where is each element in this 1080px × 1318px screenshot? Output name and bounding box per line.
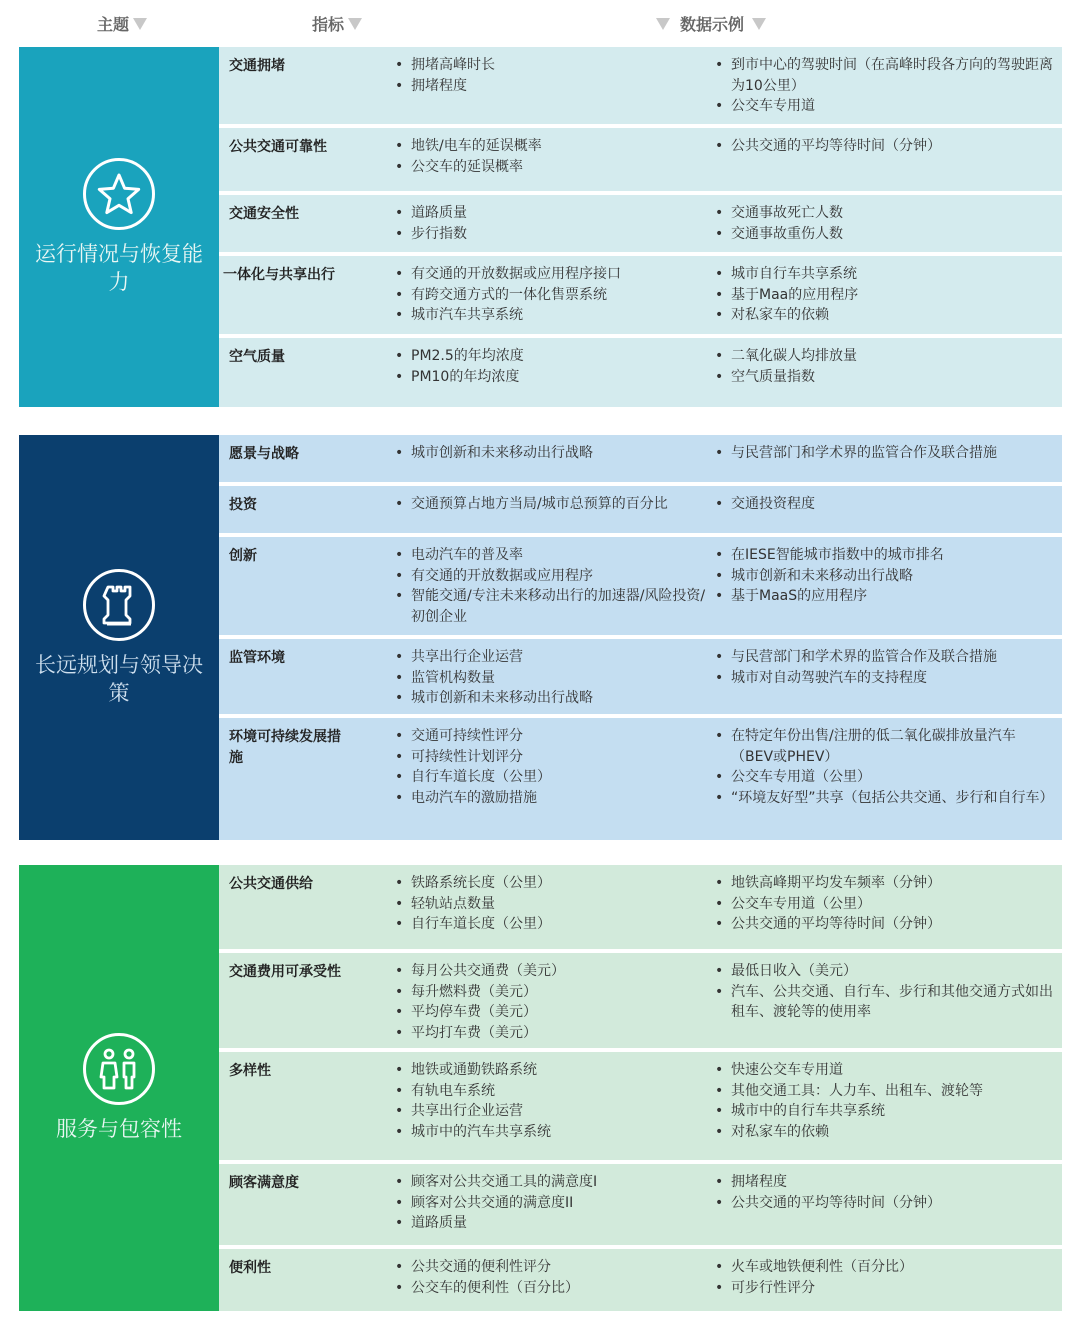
list-item: • 公共交通的平均等待时间（分钟） (715, 914, 1055, 935)
list-item: • 有交通的开放数据或应用程序接口 (395, 264, 715, 285)
table-row (219, 865, 1062, 949)
table-row (219, 486, 1062, 533)
header-example[interactable]: 数据示例 (656, 12, 766, 35)
example-list (715, 873, 1055, 935)
list-item: • 电动汽车的激励措施 (395, 788, 715, 809)
list-item: • 火车或地铁便利性（百分比） (715, 1257, 1055, 1278)
list-item: • 地铁或通勤铁路系统 (395, 1060, 715, 1081)
row-topic: 交通费用可承受性 (229, 964, 341, 980)
list-item: • 每升燃料费（美元） (395, 982, 715, 1003)
section-sidebar (19, 435, 219, 840)
list-item: • 其他交通工具：人力车、出租车、渡轮等 (715, 1081, 1055, 1102)
list-item: • 城市自行车共享系统 (715, 264, 1055, 285)
table-row (219, 128, 1062, 191)
indicator-list (395, 873, 715, 935)
list-item: • 公交车专用道（公里） (715, 894, 1055, 915)
row-topic: 交通安全性 (229, 206, 299, 222)
table-row (219, 338, 1062, 407)
indicator-list (395, 726, 715, 808)
list-item: • 每月公共交通费（美元） (395, 961, 715, 982)
list-item: • 在特定年份出售/注册的低二氧化碳排放量汽车（BEV或PHEV） (715, 726, 1055, 767)
list-item: • 自行车道长度（公里） (395, 914, 715, 935)
table-row (219, 639, 1062, 714)
example-list (715, 647, 1055, 688)
table-row (219, 1249, 1062, 1311)
list-item: • 智能交通/专注未来移动出行的加速器/风险投资/初创企业 (395, 586, 715, 627)
row-topic: 便利性 (229, 1260, 271, 1276)
indicator-list (395, 203, 715, 244)
list-item: • 步行指数 (395, 224, 715, 245)
list-item: • 拥堵程度 (395, 76, 715, 97)
list-item: • 交通事故死亡人数 (715, 203, 1055, 224)
list-item: • 地铁/电车的延误概率 (395, 136, 715, 157)
example-list (715, 494, 1055, 515)
list-item: • 有跨交通方式的一体化售票系统 (395, 285, 715, 306)
list-item: • 平均停车费（美元） (395, 1002, 715, 1023)
list-item: • 二氧化碳人均排放量 (715, 346, 1055, 367)
list-item: • 可步行性评分 (715, 1278, 1055, 1299)
list-item: • 自行车道长度（公里） (395, 767, 715, 788)
list-item: • 共享出行企业运营 (395, 1101, 715, 1122)
list-item: • 共享出行企业运营 (395, 647, 715, 668)
list-item: • 公交车的延误概率 (395, 157, 715, 178)
indicator-list (395, 136, 715, 177)
list-item: • 平均打车费（美元） (395, 1023, 715, 1044)
list-item: • 交通事故重伤人数 (715, 224, 1055, 245)
table-row (219, 195, 1062, 252)
section-1 (19, 435, 1062, 840)
list-item: • 公交车专用道（公里） (715, 767, 1055, 788)
example-list (715, 545, 1055, 607)
list-item: • 空气质量指数 (715, 367, 1055, 388)
list-item: • 公共交通的平均等待时间（分钟） (715, 1193, 1055, 1214)
header-topic[interactable]: 主题 (97, 12, 147, 35)
section-0 (19, 47, 1062, 407)
example-list (715, 1060, 1055, 1142)
list-item: • 城市创新和未来移动出行战略 (715, 566, 1055, 587)
list-item: • 与民营部门和学术界的监管合作及联合措施 (715, 647, 1055, 668)
example-list (715, 346, 1055, 387)
list-item: • 电动汽车的普及率 (395, 545, 715, 566)
indicator-list (395, 961, 715, 1043)
example-list (715, 961, 1055, 1023)
indicator-list (395, 494, 715, 515)
list-item: • 公交车专用道 (715, 96, 1055, 117)
table-row (219, 435, 1062, 482)
indicator-list (395, 346, 715, 387)
list-item: • 公交车的便利性（百分比） (395, 1278, 715, 1299)
list-item: • 对私家车的依赖 (715, 1122, 1055, 1143)
sort-triangle-icon[interactable] (752, 18, 766, 30)
example-list (715, 726, 1055, 808)
table-row (219, 47, 1062, 124)
section-sidebar (19, 865, 219, 1311)
row-topic: 公共交通供给 (229, 876, 313, 892)
indicator-list (395, 264, 715, 326)
list-item: • PM2.5的年均浓度 (395, 346, 715, 367)
row-topic: 公共交通可靠性 (229, 139, 327, 155)
list-item: • 汽车、公共交通、自行车、步行和其他交通方式如出租车、渡轮等的使用率 (715, 982, 1055, 1023)
list-item: • 有交通的开放数据或应用程序 (395, 566, 715, 587)
list-item: • 监管机构数量 (395, 668, 715, 689)
sort-triangle-icon[interactable] (133, 18, 147, 30)
list-item: • 公共交通的便利性评分 (395, 1257, 715, 1278)
list-item: • 交通预算占地方当局/城市总预算的百分比 (395, 494, 715, 515)
row-topic: 投资 (229, 497, 257, 513)
list-item: • 基于MaaS的应用程序 (715, 586, 1055, 607)
sort-triangle-icon[interactable] (348, 18, 362, 30)
indicator-list (395, 1060, 715, 1142)
table-row (219, 1164, 1062, 1245)
table-row (219, 256, 1062, 334)
table-header (0, 0, 1080, 46)
list-item: • 城市创新和未来移动出行战略 (395, 688, 715, 709)
list-item: • 可持续性计划评分 (395, 747, 715, 768)
example-list (715, 55, 1055, 117)
star-icon (83, 158, 155, 230)
list-item: • PM10的年均浓度 (395, 367, 715, 388)
section-title: 服务与包容性 (56, 1117, 182, 1141)
section-title: 长远规划与领导决策 (35, 652, 203, 705)
table-row (219, 1052, 1062, 1160)
example-list (715, 1257, 1055, 1298)
row-topic: 空气质量 (229, 349, 285, 365)
list-item: • 公共交通的平均等待时间（分钟） (715, 136, 1055, 157)
indicator-list (395, 647, 715, 709)
list-item: • 快速公交车专用道 (715, 1060, 1055, 1081)
example-list (715, 203, 1055, 244)
list-item: • 交通可持续性评分 (395, 726, 715, 747)
row-topic: 顾客满意度 (229, 1175, 299, 1191)
list-item: • 顾客对公共交通的满意度II (395, 1193, 715, 1214)
header-indicator[interactable]: 指标 (312, 12, 362, 35)
example-list (715, 443, 1055, 464)
chess-rook-icon (83, 569, 155, 641)
list-item: • 最低日收入（美元） (715, 961, 1055, 982)
indicator-list (395, 1257, 715, 1298)
row-topic: 交通拥堵 (229, 58, 285, 74)
example-list (715, 264, 1055, 326)
list-item: • 城市对自动驾驶汽车的支持程度 (715, 668, 1055, 689)
example-list (715, 136, 1055, 157)
list-item: • 在IESE智能城市指数中的城市排名 (715, 545, 1055, 566)
table-row (219, 953, 1062, 1048)
row-topic: 愿景与战略 (229, 446, 299, 462)
list-item: • 轻轨站点数量 (395, 894, 715, 915)
list-item: • 道路质量 (395, 203, 715, 224)
example-list (715, 1172, 1055, 1213)
list-item: • 城市中的汽车共享系统 (395, 1122, 715, 1143)
sort-triangle-icon[interactable] (656, 18, 670, 30)
row-topic: 创新 (229, 548, 257, 564)
indicator-list (395, 1172, 715, 1234)
list-item: • 城市创新和未来移动出行战略 (395, 443, 715, 464)
indicator-list (395, 443, 715, 464)
list-item: • 拥堵程度 (715, 1172, 1055, 1193)
section-title: 运行情况与恢复能力 (35, 242, 203, 294)
list-item: • 拥堵高峰时长 (395, 55, 715, 76)
list-item: • 到市中心的驾驶时间（在高峰时段各方向的驾驶距离为10公里） (715, 55, 1055, 96)
list-item: • 城市中的自行车共享系统 (715, 1101, 1055, 1122)
indicator-list (395, 55, 715, 96)
list-item: • 基于Maa的应用程序 (715, 285, 1055, 306)
row-topic: 环境可持续发展措施 (229, 729, 341, 766)
table-row (219, 537, 1062, 635)
row-topic: 一体化与共享出行 (223, 267, 335, 283)
list-item: • 城市汽车共享系统 (395, 305, 715, 326)
people-icon (83, 1033, 155, 1105)
list-item: • 顾客对公共交通工具的满意度I (395, 1172, 715, 1193)
list-item: • 与民营部门和学术界的监管合作及联合措施 (715, 443, 1055, 464)
list-item: • 对私家车的依赖 (715, 305, 1055, 326)
list-item: • 交通投资程度 (715, 494, 1055, 515)
table-row (219, 718, 1062, 840)
section-sidebar (19, 47, 219, 407)
list-item: • 地铁高峰期平均发车频率（分钟） (715, 873, 1055, 894)
row-topic: 监管环境 (229, 650, 285, 666)
row-topic: 多样性 (229, 1063, 271, 1079)
section-2 (19, 865, 1062, 1311)
indicator-list (395, 545, 715, 627)
list-item: • “环境友好型”共享（包括公共交通、步行和自行车） (715, 788, 1055, 809)
list-item: • 铁路系统长度（公里） (395, 873, 715, 894)
list-item: • 道路质量 (395, 1213, 715, 1234)
list-item: • 有轨电车系统 (395, 1081, 715, 1102)
